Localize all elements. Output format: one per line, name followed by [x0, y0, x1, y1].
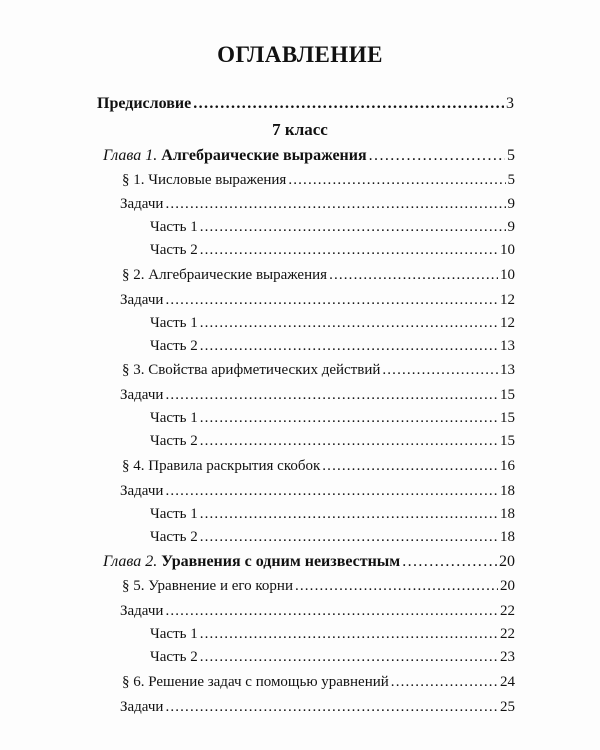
toc-page-number: 25	[500, 699, 515, 715]
toc-entry-label: Задачи	[120, 603, 164, 619]
toc-page-number: 9	[507, 219, 515, 235]
toc-entry-section[interactable]	[122, 578, 515, 600]
toc-page-number: 3	[506, 95, 514, 112]
dot-leader	[200, 410, 498, 427]
toc-page-number: 18	[500, 506, 515, 522]
chapter-title: Уравнения с одним неизвестным	[161, 553, 401, 570]
toc-entry-label: § 1. Числовые выражения	[122, 172, 287, 188]
dot-leader	[369, 147, 505, 165]
toc-entry-tasks[interactable]	[120, 603, 515, 625]
toc-page-number: 16	[500, 458, 515, 474]
toc-entry-label: Задачи	[120, 699, 164, 715]
toc-entry-section[interactable]	[122, 458, 515, 480]
toc-entry-label: § 4. Правила раскрытия скобок	[122, 458, 321, 474]
dot-leader	[200, 649, 498, 666]
toc-page-number: 22	[500, 603, 515, 619]
chapter-prefix: Глава 1.	[103, 147, 162, 164]
toc-entry-label	[103, 147, 367, 165]
dot-leader	[200, 626, 498, 643]
toc-entry-label: Задачи	[120, 483, 164, 499]
toc-page-number: 22	[500, 626, 515, 642]
toc-page-number: 23	[500, 649, 515, 665]
toc-page-number: 18	[500, 483, 515, 499]
dot-leader	[165, 699, 498, 716]
page-title: ОГЛАВЛЕНИЕ	[217, 42, 383, 67]
toc-entry-part[interactable]	[150, 649, 515, 671]
toc-entry-section[interactable]	[122, 172, 515, 194]
toc-entry-label: Часть 2	[150, 529, 198, 545]
dot-leader	[165, 292, 498, 309]
toc-entry-label: § 3. Свойства арифметических действий	[122, 362, 381, 378]
toc-page-number: 24	[500, 674, 515, 690]
toc-entry-part[interactable]	[150, 506, 515, 528]
toc-entry-section[interactable]	[122, 267, 515, 289]
toc-entry-part[interactable]	[150, 242, 515, 264]
toc-entry-label: Часть 1	[150, 626, 198, 642]
toc-entry-label: Часть 2	[150, 242, 198, 258]
toc-page-number: 10	[500, 267, 515, 283]
dot-leader	[165, 483, 498, 500]
toc-page-number: 5	[507, 147, 515, 164]
toc-page-number: 20	[500, 578, 515, 594]
dot-leader	[329, 267, 498, 284]
grade-heading: 7 класс	[272, 120, 328, 139]
toc-page-number: 12	[500, 292, 515, 308]
toc-entry-part[interactable]	[150, 410, 515, 432]
toc-entry-label: § 5. Уравнение и его корни	[122, 578, 293, 594]
toc-page-number: 9	[507, 196, 515, 212]
dot-leader	[165, 387, 498, 404]
toc-entry-label: § 6. Решение задач с помощью уравнений	[122, 674, 389, 690]
toc-entry-label: Задачи	[120, 292, 164, 308]
toc-page-number: 13	[500, 338, 515, 354]
toc-entry-part[interactable]	[150, 219, 515, 241]
toc-page-number: 5	[507, 172, 515, 188]
toc-entry-tasks[interactable]	[120, 699, 515, 721]
dot-leader	[200, 219, 506, 236]
dot-leader	[288, 172, 505, 189]
toc-page-number: 12	[500, 315, 515, 331]
dot-leader	[402, 553, 497, 571]
toc-page-number: 15	[500, 410, 515, 426]
toc-page-number: 15	[500, 433, 515, 449]
dot-leader	[200, 242, 498, 259]
toc-entry-part[interactable]	[150, 626, 515, 648]
toc-entry-label: Часть 2	[150, 338, 198, 354]
toc-entry-part[interactable]	[150, 433, 515, 455]
dot-leader	[200, 433, 498, 450]
toc-entry-label	[103, 553, 400, 571]
toc-page-number: 13	[500, 362, 515, 378]
toc-entry-label: Задачи	[120, 196, 164, 212]
dot-leader	[295, 578, 498, 595]
toc-entry-label: Часть 1	[150, 506, 198, 522]
dot-leader	[200, 315, 498, 332]
toc-entry-tasks[interactable]	[120, 292, 515, 314]
dot-leader	[200, 529, 498, 546]
toc-page-number: 20	[499, 553, 515, 570]
toc-entry-tasks[interactable]	[120, 483, 515, 505]
toc-entry-tasks[interactable]	[120, 196, 515, 218]
dot-leader	[165, 603, 498, 620]
toc-entry-label: § 2. Алгебраические выражения	[122, 267, 328, 283]
toc-entry-label: Часть 2	[150, 649, 198, 665]
toc-entry-chapter[interactable]	[103, 147, 515, 169]
toc-entry-label: Часть 1	[150, 315, 198, 331]
chapter-prefix: Глава 2.	[103, 553, 162, 570]
dot-leader	[165, 196, 505, 213]
dot-leader	[200, 338, 498, 355]
toc-entry-part[interactable]	[150, 338, 515, 360]
toc-entry-section[interactable]	[122, 674, 515, 696]
toc-entry-part[interactable]	[150, 315, 515, 337]
toc-entry-tasks[interactable]	[120, 387, 515, 409]
toc-entry-label: Часть 2	[150, 433, 198, 449]
toc-page-number: 18	[500, 529, 515, 545]
toc-entry-section[interactable]	[122, 362, 515, 384]
toc-entry-label: Задачи	[120, 387, 164, 403]
toc-entry-label: Часть 1	[150, 219, 198, 235]
toc-page-number: 15	[500, 387, 515, 403]
dot-leader	[382, 362, 498, 379]
toc-entry-chapter[interactable]	[103, 553, 515, 575]
dot-leader	[322, 458, 498, 475]
toc-page-number: 10	[500, 242, 515, 258]
toc-entry-part[interactable]	[150, 529, 515, 551]
toc-entry-label: Часть 1	[150, 410, 198, 426]
chapter-title: Алгебраические выражения	[161, 147, 367, 164]
toc-entry-label: Предисловие	[97, 95, 192, 112]
dot-leader	[200, 506, 498, 523]
dot-leader	[391, 674, 498, 691]
